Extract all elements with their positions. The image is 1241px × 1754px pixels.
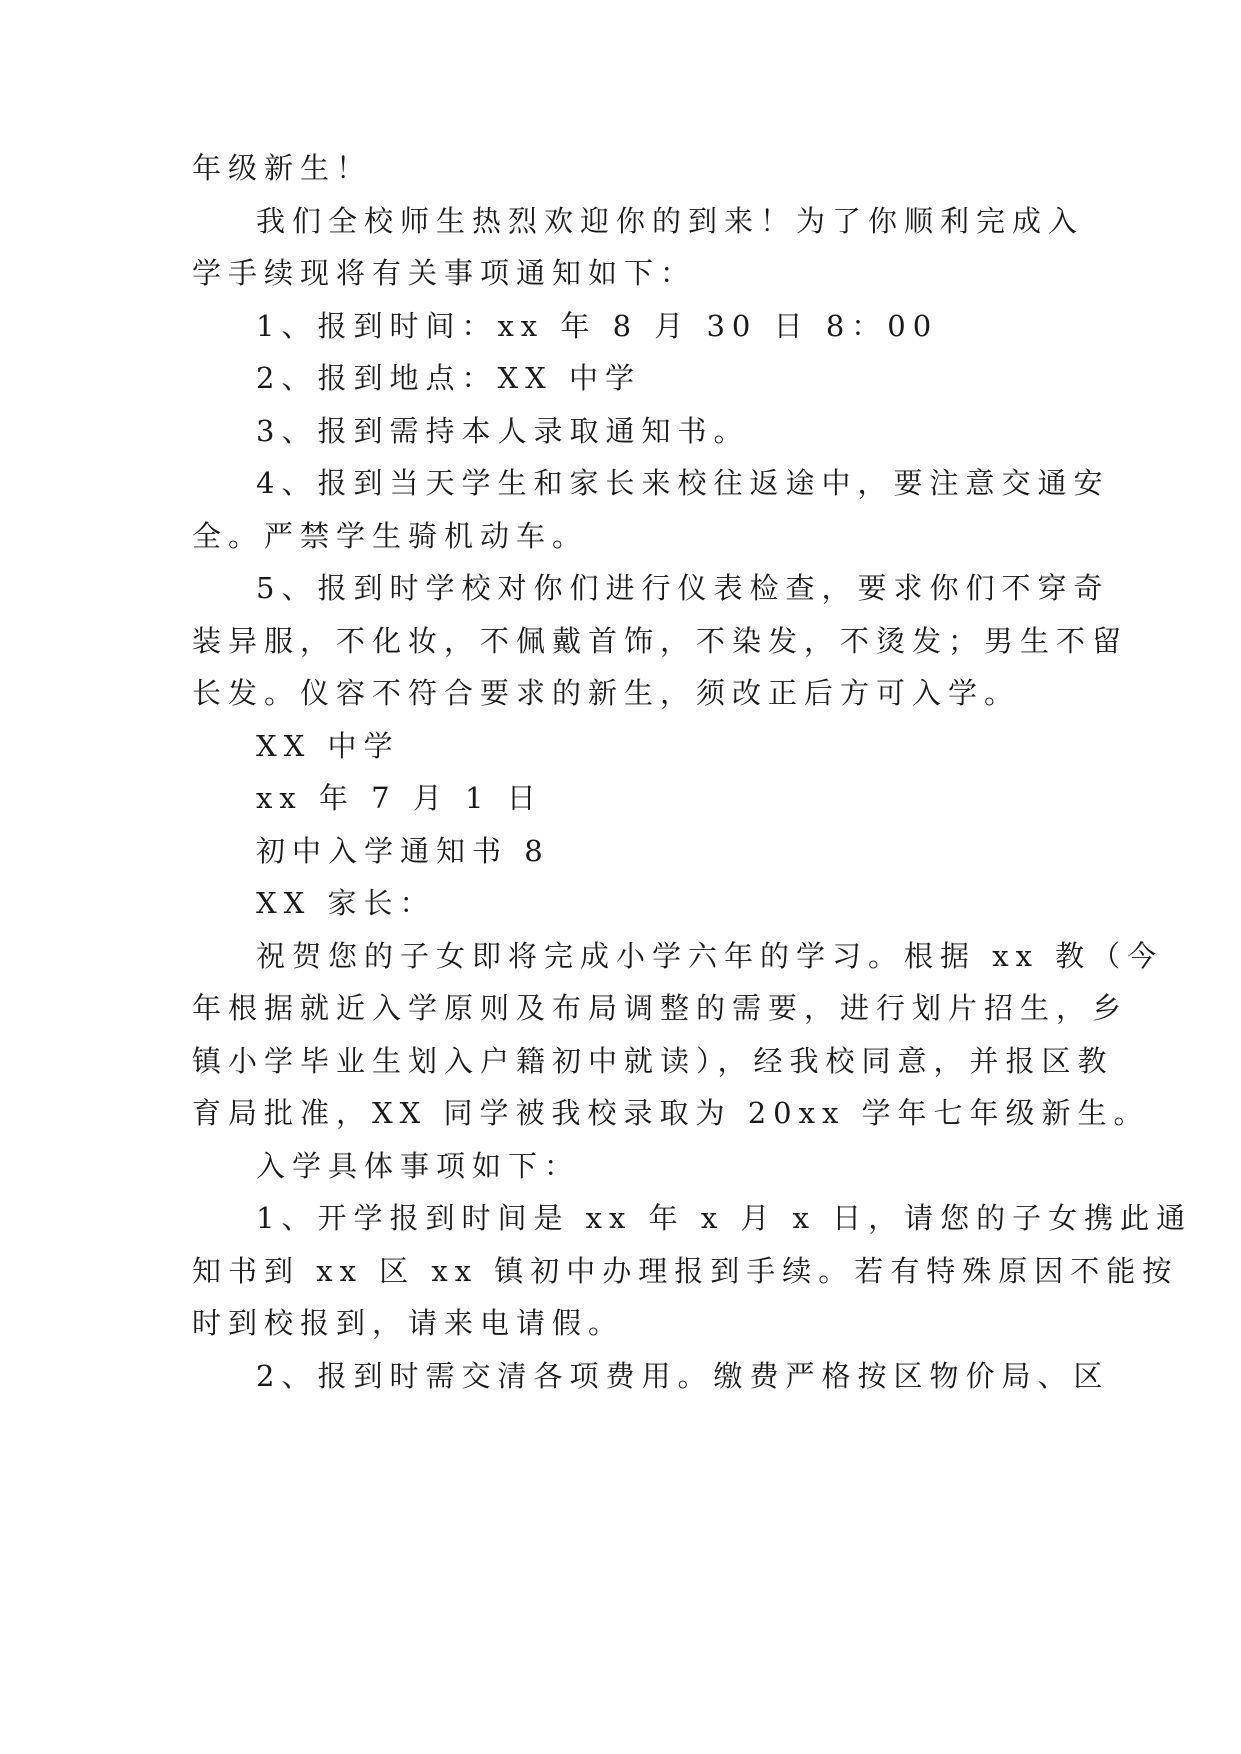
text-line: 2、报到地点：XX 中学 [256, 361, 641, 395]
text-line: xx 年 7 月 1 日 [256, 781, 543, 815]
text-line: 初中入学通知书 8 [256, 834, 550, 868]
text-line: 镇小学毕业生划入户籍初中就读），经我校同意，并报区教 [192, 1044, 1114, 1078]
text-line: 育局批准，XX 同学被我校录取为 20xx 学年七年级新生。 [192, 1096, 1150, 1130]
text-line: 1、开学报到时间是 xx 年 x 月 x 日，请您的子女携此通 [256, 1201, 1193, 1235]
text-line: XX 家长： [256, 886, 436, 920]
text-line: 入学具体事项如下： [256, 1149, 581, 1183]
text-line: 知书到 xx 区 xx 镇初中办理报到手续。若有特殊原因不能按 [192, 1254, 1179, 1288]
text-line: 4、报到当天学生和家长来校往返途中，要注意交通安 [256, 466, 1110, 500]
text-line: 我们全校师生热烈欢迎你的到来！为了你顺利完成入 [256, 204, 1085, 238]
text-line: 5、报到时学校对你们进行仪表检查，要求你们不穿奇 [256, 571, 1110, 605]
text-line: 1、报到时间：xx 年 8 月 30 日 8：00 [256, 309, 939, 343]
text-line: 长发。仪容不符合要求的新生，须改正后方可入学。 [192, 676, 1021, 710]
text-line: 祝贺您的子女即将完成小学六年的学习。根据 xx 教（今 [256, 939, 1164, 973]
text-line: 装异服，不化妆，不佩戴首饰，不染发，不烫发；男生不留 [192, 624, 1129, 658]
text-line: 时到校报到，请来电请假。 [192, 1306, 625, 1340]
text-line: 年根据就近入学原则及布局调整的需要，进行划片招生，乡 [192, 991, 1129, 1025]
text-line: 学手续现将有关事项通知如下： [192, 256, 697, 290]
text-line: 全。严禁学生骑机动车。 [192, 519, 589, 553]
text-line: 年级新生！ [192, 151, 373, 185]
text-line: 3、报到需持本人录取通知书。 [256, 414, 750, 448]
text-line: XX 中学 [256, 729, 400, 763]
text-line: 2、报到时需交清各项费用。缴费严格按区物价局、区 [256, 1359, 1110, 1393]
